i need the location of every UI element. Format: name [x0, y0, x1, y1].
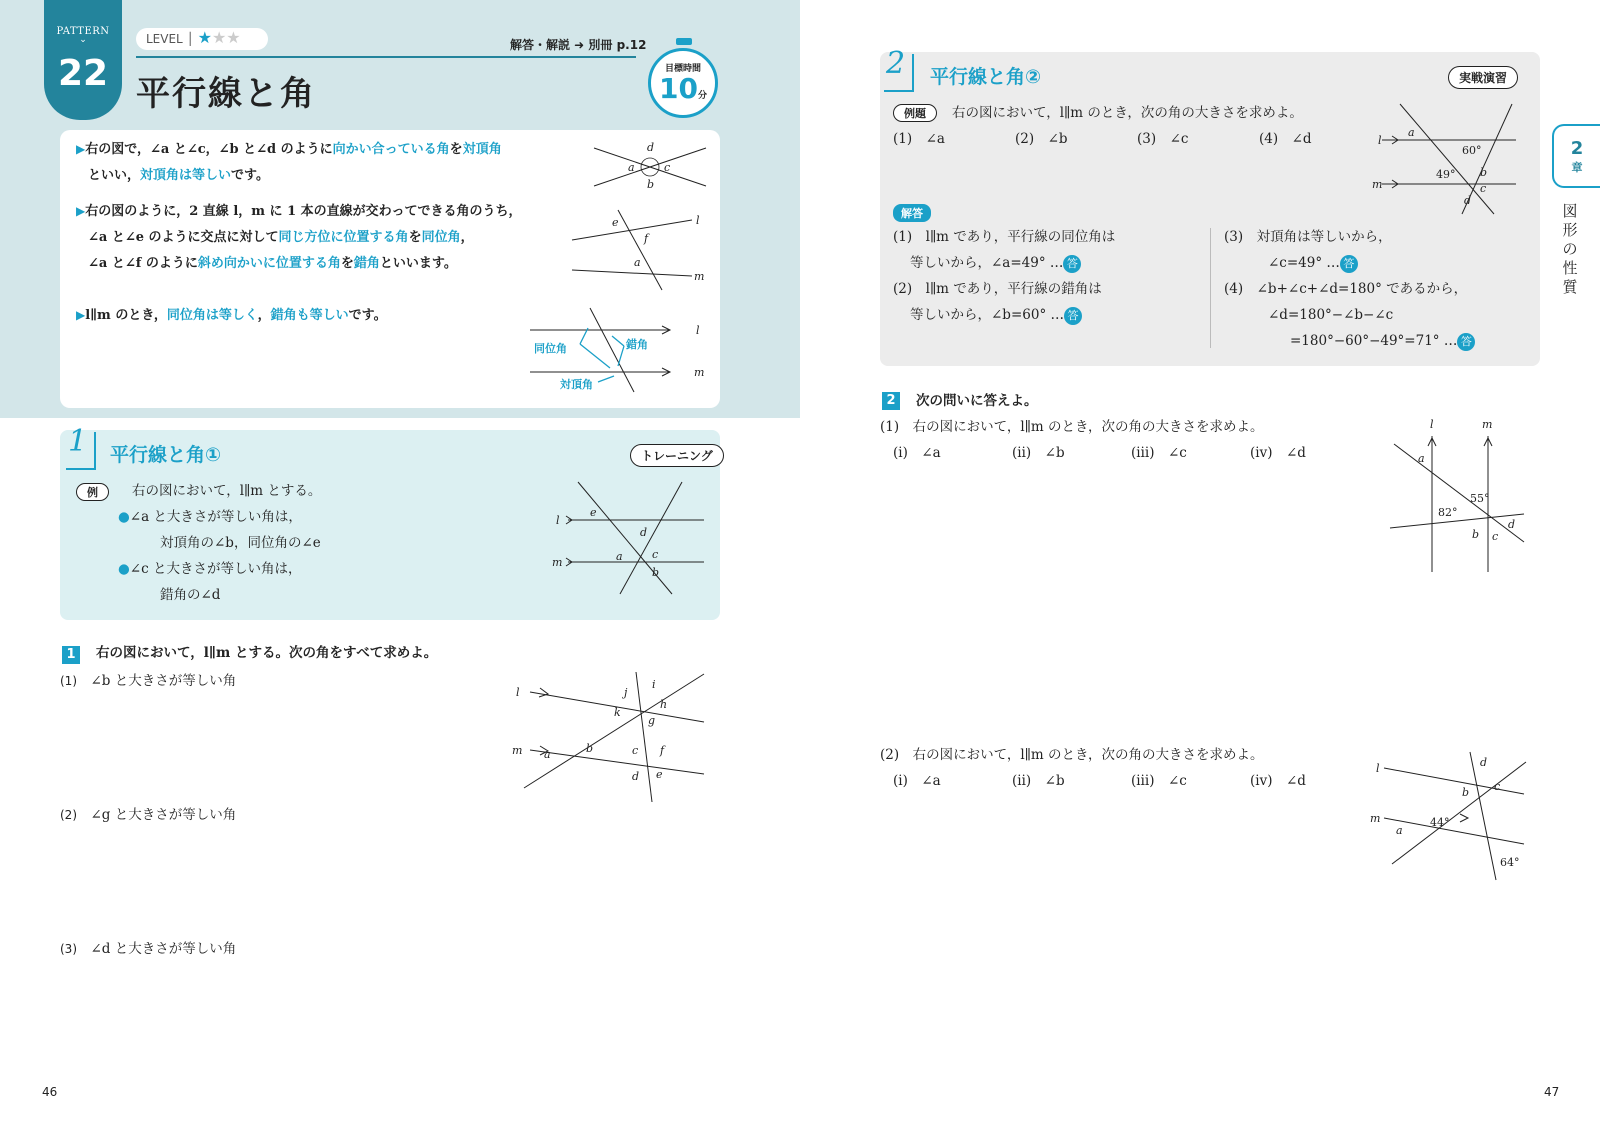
answer-4-line1: (4) ∠b+∠c+∠d=180° であるから， — [1224, 281, 1468, 297]
level-label: LEVEL — [146, 32, 183, 46]
star-icon: ★ — [197, 28, 212, 47]
timer-badge — [648, 48, 718, 118]
q2-sub2-part-3: (ⅲ) ∠c — [1131, 773, 1187, 789]
svg-text:l: l — [556, 514, 560, 527]
level-badge: LEVEL │ ★★★ — [136, 28, 268, 50]
section2-divider — [912, 54, 914, 90]
svg-text:49°: 49° — [1436, 168, 1456, 181]
section1-number: 1 — [68, 424, 88, 459]
svg-text:55°: 55° — [1470, 492, 1490, 505]
svg-text:f: f — [660, 744, 665, 757]
q2-sub1-part-2: (ⅱ) ∠b — [1012, 445, 1065, 461]
example-bullet-2: ●∠c と大きさが等しい角は， — [118, 561, 302, 577]
svg-text:b: b — [647, 178, 655, 191]
svg-text:c: c — [664, 161, 671, 174]
svg-text:a: a — [1408, 126, 1415, 139]
q2-sub1-part-4: (ⅳ) ∠d — [1250, 445, 1306, 461]
example-text: 右の図において，l∥m とする。 — [132, 483, 322, 499]
timer-unit: 分 — [697, 91, 707, 101]
section2-number: 2 — [886, 46, 906, 81]
svg-text:l: l — [516, 686, 520, 699]
parallel-angles-figure — [528, 306, 712, 396]
section2-underline — [884, 90, 914, 92]
q2-sub2: (2) 右の図において，l∥m のとき，次の角の大きさを求めよ。 — [880, 747, 1264, 763]
q2-sub2-part-4: (ⅳ) ∠d — [1250, 773, 1306, 789]
svg-text:a: a — [1418, 452, 1425, 465]
svg-text:l: l — [696, 324, 700, 337]
answer-divider — [1210, 228, 1211, 348]
svg-text:m: m — [694, 366, 705, 379]
q1-figure — [510, 668, 710, 804]
svg-text:60°: 60° — [1462, 144, 1482, 157]
q2-prompt: 次の問いに答えよ。 — [916, 393, 1038, 409]
q1-number: 1 — [62, 646, 80, 664]
answer-1-line2: 等しいから，∠a=49° … 答 — [910, 250, 1081, 276]
practice-badge: 実戦演習 — [1448, 66, 1518, 89]
timer-knob-icon — [676, 38, 692, 45]
svg-text:c: c — [652, 548, 659, 561]
q2-sub2-part-1: (ⅰ) ∠a — [893, 773, 941, 789]
answer-label: 解答 — [893, 204, 931, 222]
answer-3-line1: (3) 対頂角は等しいから， — [1224, 229, 1392, 245]
answer-mark-icon: 答 — [1064, 307, 1082, 325]
svg-text:m: m — [1370, 812, 1381, 825]
svg-text:a: a — [616, 550, 623, 563]
section1-underline — [66, 468, 96, 470]
q2-sub2-part-2: (ⅱ) ∠b — [1012, 773, 1065, 789]
chapter-unit: 章 — [1571, 161, 1583, 174]
q1-item-1: (1) ∠b と大きさが等しい角 — [60, 673, 237, 689]
svg-text:d: d — [1508, 518, 1516, 531]
svg-text:c: c — [1480, 182, 1487, 195]
chapter-title: 図形の性質 — [1562, 202, 1578, 296]
svg-text:m: m — [694, 270, 705, 283]
timer-value: 10 — [659, 72, 698, 105]
svg-text:b: b — [1462, 786, 1470, 799]
section1-figure — [548, 480, 708, 598]
answer-mark-icon: 答 — [1340, 255, 1358, 273]
answer-mark-icon: 答 — [1457, 333, 1475, 351]
svg-text:a: a — [1396, 824, 1403, 837]
svg-text:d: d — [1480, 756, 1488, 769]
training-badge: トレーニング — [630, 444, 724, 467]
svg-text:m: m — [1482, 418, 1493, 431]
pattern-number: 22 — [57, 53, 109, 94]
svg-text:i: i — [652, 678, 656, 691]
svg-text:b: b — [586, 742, 594, 755]
title-underline — [136, 56, 636, 58]
example-part-4: (4) ∠d — [1259, 131, 1312, 147]
answer-4-line3: =180°−60°−49°=71° … 答 — [1290, 328, 1475, 354]
svg-text:h: h — [660, 698, 668, 711]
answer-1-line1: (1) l∥m であり，平行線の同位角は — [893, 229, 1116, 245]
svg-text:j: j — [624, 686, 628, 699]
triangle-bullet-icon: ▶ — [76, 142, 86, 156]
transversal-figure — [570, 208, 710, 292]
example-label: 例 — [76, 483, 109, 501]
svg-text:44°: 44° — [1430, 816, 1450, 829]
q1-item-3: (3) ∠d と大きさが等しい角 — [60, 941, 237, 957]
svg-text:m: m — [1372, 178, 1383, 191]
svg-text:g: g — [648, 714, 656, 727]
svg-text:b: b — [1472, 528, 1480, 541]
example-part-2: (2) ∠b — [1015, 131, 1068, 147]
label-vertical: 対頂角 — [560, 378, 593, 391]
svg-text:e: e — [590, 506, 597, 519]
section1-title: 平行線と角① — [110, 444, 222, 466]
intro-point-1: ▶右の図で，∠a と∠c，∠b と∠d のように向かい合っている角を対頂角 といい，対頂角は等しいです。 — [76, 142, 502, 183]
svg-text:d: d — [632, 770, 640, 783]
svg-text:82°: 82° — [1438, 506, 1458, 519]
chapter-number: 2 — [1570, 138, 1584, 159]
section2-title: 平行線と角② — [930, 66, 1042, 88]
star-empty-icon: ★ — [226, 28, 241, 47]
svg-text:l: l — [1376, 762, 1380, 775]
q2-figure-2 — [1370, 748, 1530, 884]
page-title: 平行線と角 — [136, 74, 316, 114]
section2-figure — [1370, 100, 1520, 216]
example-answer-2: 錯角の∠d — [160, 587, 221, 603]
example-answer-1: 対頂角の∠b，同位角の∠e — [160, 535, 321, 551]
svg-text:m: m — [512, 744, 523, 757]
pattern-label: PATTERN — [56, 26, 110, 37]
example-bullet-1: ●∠a と大きさが等しい角は， — [118, 509, 302, 525]
svg-text:b: b — [1480, 166, 1488, 179]
svg-text:64°: 64° — [1500, 856, 1520, 869]
svg-text:c: c — [1492, 530, 1499, 543]
svg-text:l: l — [696, 214, 700, 227]
example-part-1: (1) ∠a — [893, 131, 945, 147]
svg-text:d: d — [647, 141, 655, 154]
svg-text:a: a — [634, 256, 641, 269]
q2-sub1: (1) 右の図において，l∥m のとき，次の角の大きさを求めよ。 — [880, 419, 1264, 435]
svg-text:e: e — [656, 768, 663, 781]
answer-2-line2: 等しいから，∠b=60° … 答 — [910, 302, 1082, 328]
page-number-right: 47 — [1544, 1085, 1560, 1099]
svg-text:f: f — [644, 232, 649, 245]
q1-prompt: 右の図において，l∥m とする。次の角をすべて求めよ。 — [96, 645, 438, 661]
svg-text:b: b — [652, 566, 660, 579]
intro-point-2: ▶右の図のように，2 直線 l，m に 1 本の直線が交わってできる角のうち， ∠a と∠e のように交点に対して同じ方位に位置する角を同位角， ∠a と∠f のように斜め向かいに位置する角を錯角といいます。 — [76, 204, 522, 271]
svg-text:c: c — [632, 744, 639, 757]
timer-label: 目標時間 — [664, 64, 701, 74]
q1-item-2: (2) ∠g と大きさが等しい角 — [60, 807, 237, 823]
svg-text:a: a — [628, 161, 635, 174]
svg-text:d: d — [1464, 194, 1472, 207]
bullet-dot-icon: ● — [118, 509, 130, 525]
svg-text:a: a — [544, 748, 551, 761]
star-empty-icon: ★ — [211, 28, 227, 47]
triangle-bullet-icon: ▶ — [76, 308, 86, 322]
svg-text:l: l — [1378, 134, 1382, 147]
answer-reference: 解答・解説 ➜ 別冊 p.12 — [510, 38, 647, 52]
answer-mark-icon: 答 — [1063, 255, 1081, 273]
label-alternate: 錯角 — [626, 338, 648, 351]
svg-text:k: k — [614, 706, 621, 719]
section1-divider — [94, 432, 96, 468]
vertical-angles-figure — [590, 140, 710, 192]
svg-text:m: m — [552, 556, 563, 569]
svg-text:e: e — [612, 216, 619, 229]
answer-4-line2: ∠d=180°−∠b−∠c — [1268, 307, 1394, 323]
svg-text:d: d — [640, 526, 648, 539]
q2-sub1-part-1: (ⅰ) ∠a — [893, 445, 941, 461]
bullet-dot-icon: ● — [118, 561, 130, 577]
answer-2-line1: (2) l∥m であり，平行線の錯角は — [893, 281, 1102, 297]
pattern-tab: PATTERN ⌄ 22 — [44, 0, 122, 120]
q2-figure-1 — [1388, 418, 1528, 574]
svg-text:l: l — [1430, 418, 1434, 431]
chapter-tab[interactable] — [1552, 124, 1600, 188]
q2-number: 2 — [882, 392, 900, 410]
triangle-bullet-icon: ▶ — [76, 204, 86, 218]
q2-sub1-part-3: (ⅲ) ∠c — [1131, 445, 1187, 461]
svg-text:c: c — [1494, 780, 1501, 793]
intro-point-3: ▶l∥m のとき，同位角は等しく，錯角も等しいです。 — [76, 308, 387, 323]
answer-3-line2: ∠c=49° … 答 — [1268, 250, 1358, 276]
label-corresponding: 同位角 — [534, 342, 567, 355]
example-question-text: 右の図において，l∥m のとき，次の角の大きさを求めよ。 — [952, 105, 1303, 121]
example-question-label: 例題 — [893, 104, 937, 122]
example-part-3: (3) ∠c — [1137, 131, 1189, 147]
page-number-left: 46 — [42, 1085, 58, 1099]
